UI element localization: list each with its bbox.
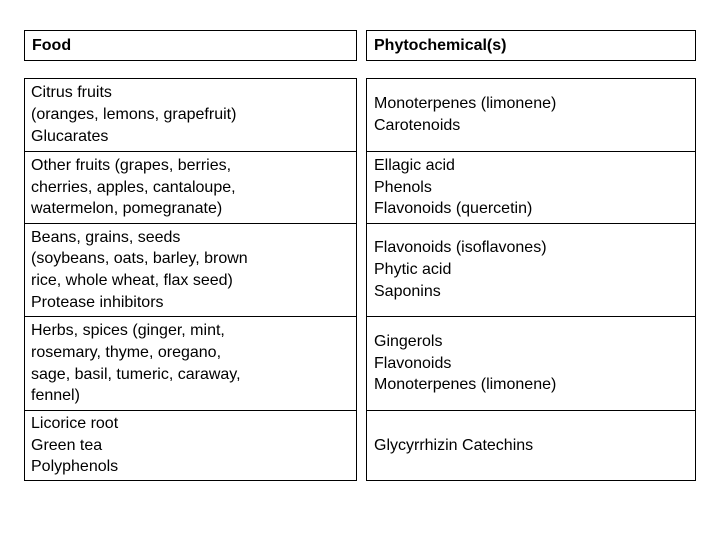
food-column [24,78,357,481]
phytochemicals-column [366,78,696,481]
food-cell [25,79,356,152]
header-phytochemicals-label: Phytochemical(s) [374,37,507,54]
phytochemical-text: Flavonoids (isoflavones) Phytic acid Saponins [374,239,547,300]
phytochemical-cell [367,152,695,224]
food-text: Licorice root Green tea Polyphenols [31,414,119,476]
phytochemical-cell [367,317,695,411]
header-food-label: Food [32,37,72,54]
food-text: Other fruits (grapes, berries, cherries, apples, cantaloupe, watermelon, pomegranate) [31,156,236,218]
phytochemical-cell [367,224,695,317]
food-cell [25,152,356,224]
header-food-cell [24,30,357,61]
header-phytochemicals-cell [366,30,696,61]
food-text: Herbs, spices (ginger, mint, rosemary, thyme, oregano, sage, basil, tumeric, caraway, fennel) [31,322,241,405]
phytochemical-text: Ellagic acid Phenols Flavonoids (quercetin) [374,156,533,218]
phytochemical-text: Glycyrrhizin Catechins [374,436,534,454]
phytochemical-text: Gingerols Flavonoids Monoterpenes (limonene) [374,332,557,394]
food-text: Beans, grains, seeds (soybeans, oats, barley, brown rice, whole wheat, flax seed) Protease inhibitors [31,228,248,311]
phytochemical-text: Monoterpenes (limonene) Carotenoids [374,95,557,134]
phytochemical-cell [367,411,695,480]
food-text: Citrus fruits (oranges, lemons, grapefruit) Glucarates [31,84,237,145]
phytochemical-cell [367,79,695,152]
food-cell [25,411,356,480]
food-cell [25,317,356,411]
food-cell [25,224,356,317]
